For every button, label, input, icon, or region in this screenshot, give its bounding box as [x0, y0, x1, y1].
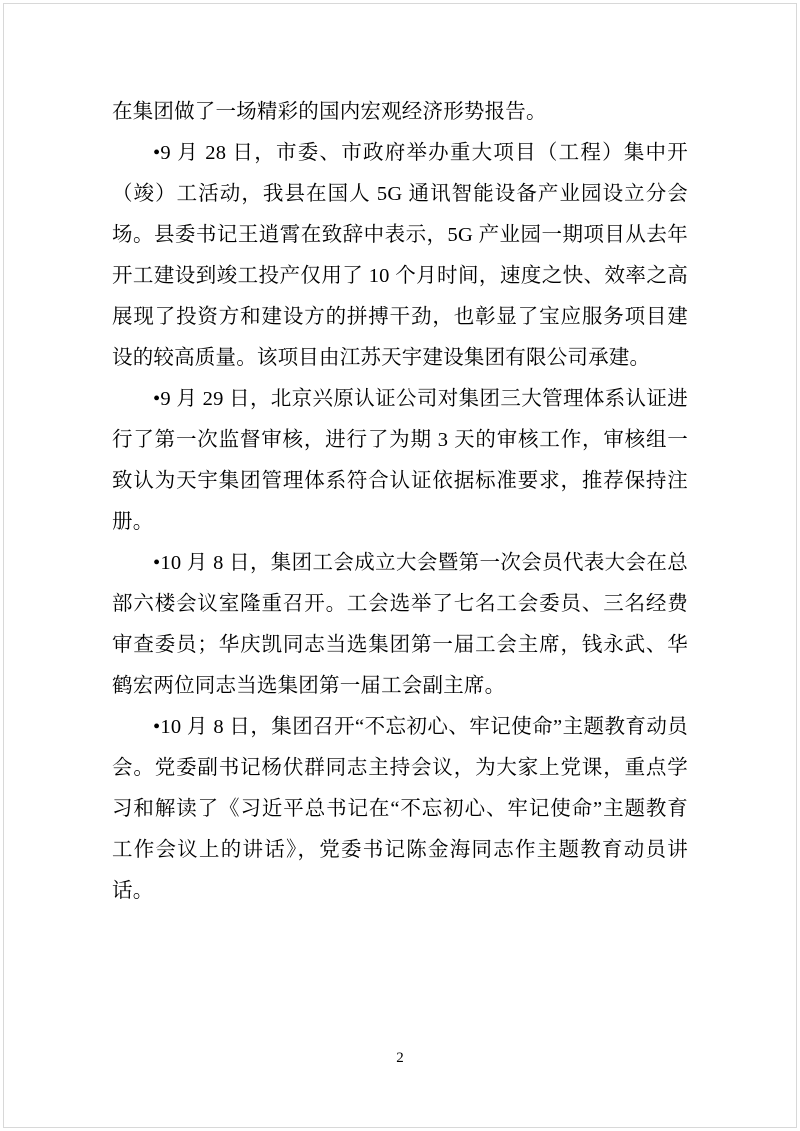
document-body — [112, 92, 688, 912]
paragraph-0: 在集团做了一场精彩的国内宏观经济形势报告。 — [112, 101, 547, 123]
paragraph-3: •10 月 8 日，集团工会成立大会暨第一次会员代表大会在总部六楼会议室隆重召开。工会选举了七名工会委员、三名经费审查委员；华庆凯同志当选集团第一届工会主席，钱永武、华鹤宏两位同志当选集团第一届工会副主席。 — [112, 552, 688, 697]
paragraph-4: •10 月 8 日，集团召开“不忘初心、牢记使命”主题教育动员会。党委副书记杨伏群同志主持会议，为大家上党课，重点学习和解读了《习近平总书记在“不忘初心、牢记使命”主题教育工作会议上的讲话》，党委书记陈金海同志作主题教育动员讲话。 — [112, 716, 688, 902]
page-number: 2 — [396, 1050, 404, 1066]
paragraph-1: •9 月 28 日，市委、市政府举办重大项目（工程）集中开（竣）工活动，我县在国人 5G 通讯智能设备产业园设立分会场。县委书记王逍霄在致辞中表示，5G 产业园一期项目从去年开工建设到竣工投产仅用了 10 个月时间，速度之快、效率之高展现了投资方和建设方的拼搏干劲，也彰显了宝应服务项目建设的较高质量。该项目由江苏天宇建设集团有限公司承建。 — [112, 142, 688, 369]
paragraph-2: •9 月 29 日，北京兴原认证公司对集团三大管理体系认证进行了第一次监督审核，进行了为期 3 天的审核工作，审核组一致认为天宇集团管理体系符合认证依据标准要求，推荐保持注册。 — [112, 388, 688, 533]
